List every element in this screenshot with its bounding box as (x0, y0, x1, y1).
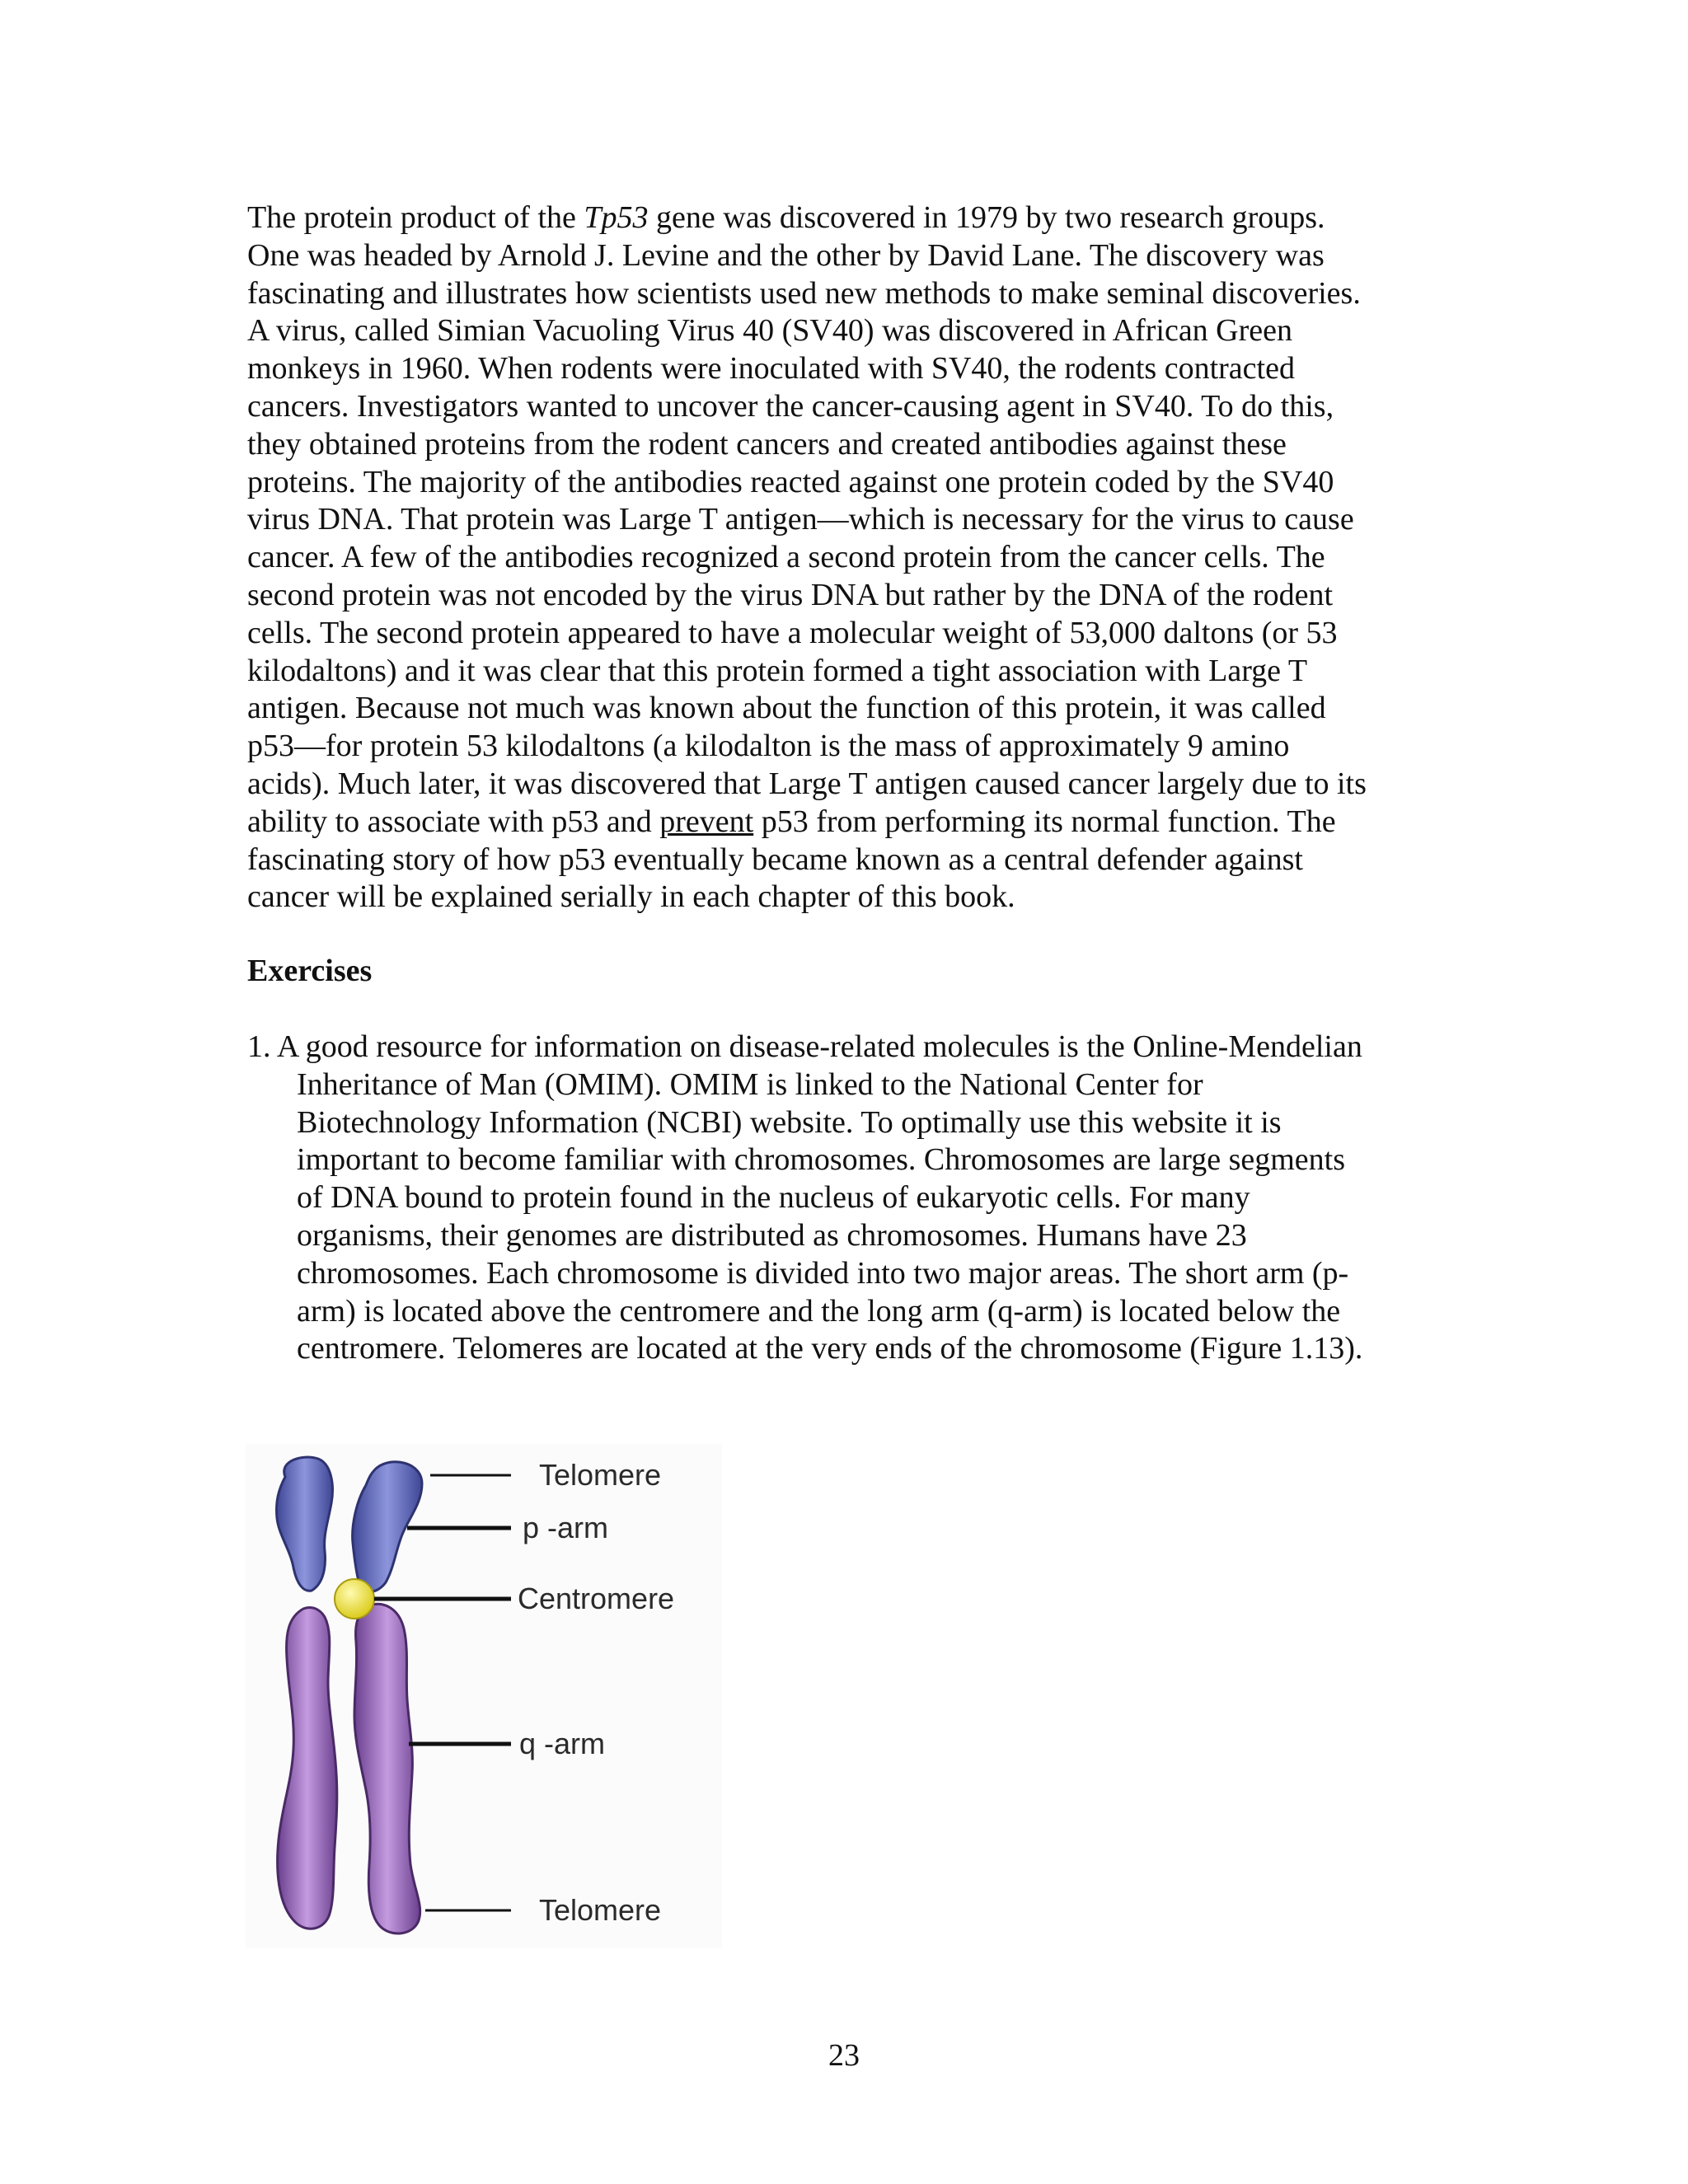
text-line: cancer will be explained serially in each chapter of this book. (247, 879, 1015, 915)
text-line: organisms, their genomes are distributed as chromosomes. Humans have 23 (297, 1217, 1247, 1253)
chromosome-figure (246, 1444, 722, 1948)
text-line: One was headed by Arnold J. Levine and the other by David Lane. The discovery was (247, 237, 1325, 273)
text-line: fascinating and illustrates how scientists used new methods to make seminal discoveries. (247, 275, 1361, 311)
q-arm-right (354, 1604, 420, 1933)
text-line: acids). Much later, it was discovered that Large T antigen caused cancer largely due to its (247, 766, 1367, 801)
text-line: monkeys in 1960. When rodents were inoculated with SV40, the rodents contracted (247, 351, 1295, 387)
text-line: they obtained proteins from the rodent cancers and created antibodies against these (247, 426, 1287, 462)
text-line: second protein was not encoded by the virus DNA but rather by the DNA of the rodent (247, 577, 1334, 612)
text-line: fascinating story of how p53 eventually became known as a central defender against (247, 841, 1303, 877)
text-line: cells. The second protein appeared to have a molecular weight of 53,000 daltons (or 53 (247, 615, 1338, 650)
label-telomere-bottom: Telomere (539, 1893, 662, 1927)
text-line: virus DNA. That protein was Large T antigen—which is necessary for the virus to cause (247, 502, 1354, 537)
text-line: cancers. Investigators wanted to uncover the cancer-causing agent in SV40. To do this, (247, 388, 1334, 424)
text-line: cancer. A few of the antibodies recognized a second protein from the cancer cells. The (247, 540, 1325, 575)
exercise-item (247, 1029, 1442, 1368)
page-number: 23 (828, 2038, 860, 2073)
text-line: A virus, called Simian Vacuoling Virus 40 (SV40) was discovered in African Green (247, 313, 1293, 349)
exercises-heading: Exercises (247, 954, 373, 988)
centromere-dot (335, 1579, 374, 1619)
text-line: Inheritance of Man (OMIM). OMIM is linked to the National Center for (297, 1066, 1203, 1102)
text-line: antigen. Because not much was known about the function of this protein, it was called (247, 691, 1326, 726)
p-arm-left (276, 1457, 332, 1591)
label-p-arm: p -arm (523, 1511, 609, 1544)
gene-name: Tp53 (584, 200, 649, 235)
q-arm-left (278, 1607, 337, 1929)
text-line: of DNA bound to protein found in the nucleus of eukaryotic cells. For many (297, 1180, 1250, 1216)
text-line: important to become familiar with chromosomes. Chromosomes are large segments (297, 1142, 1345, 1178)
text-line: ability to associate with p53 and prevent p53 from performing its normal function. The (247, 804, 1336, 839)
body-paragraph (247, 199, 1442, 916)
text-line: 1. A good resource for information on disease-related molecules is the Online-Mendelian (247, 1029, 1362, 1064)
underlined-word: prevent (659, 804, 754, 839)
text-line: kilodaltons) and it was clear that this protein formed a tight association with Large T (247, 653, 1308, 688)
text-line: centromere. Telomeres are located at the very ends of the chromosome (Figure 1.13). (297, 1331, 1363, 1366)
chromosome-diagram (246, 1444, 722, 1948)
label-centromere: Centromere (518, 1582, 675, 1615)
text-line: The protein product of the Tp53 gene was discovered in 1979 by two research groups. (247, 200, 1325, 235)
text-line: p53—for protein 53 kilodaltons (a kilodalton is the mass of approximately 9 amino (247, 729, 1290, 764)
label-telomere-top: Telomere (539, 1458, 662, 1492)
label-q-arm: q -arm (519, 1727, 606, 1760)
text-line: chromosomes. Each chromosome is divided into two major areas. The short arm (p- (297, 1255, 1349, 1291)
text-line: arm) is located above the centromere and the long arm (q-arm) is located below the (297, 1293, 1341, 1329)
text-line: proteins. The majority of the antibodies reacted against one protein coded by the SV40 (247, 464, 1334, 499)
text-line: Biotechnology Information (NCBI) website. To optimally use this website it is (297, 1104, 1282, 1140)
